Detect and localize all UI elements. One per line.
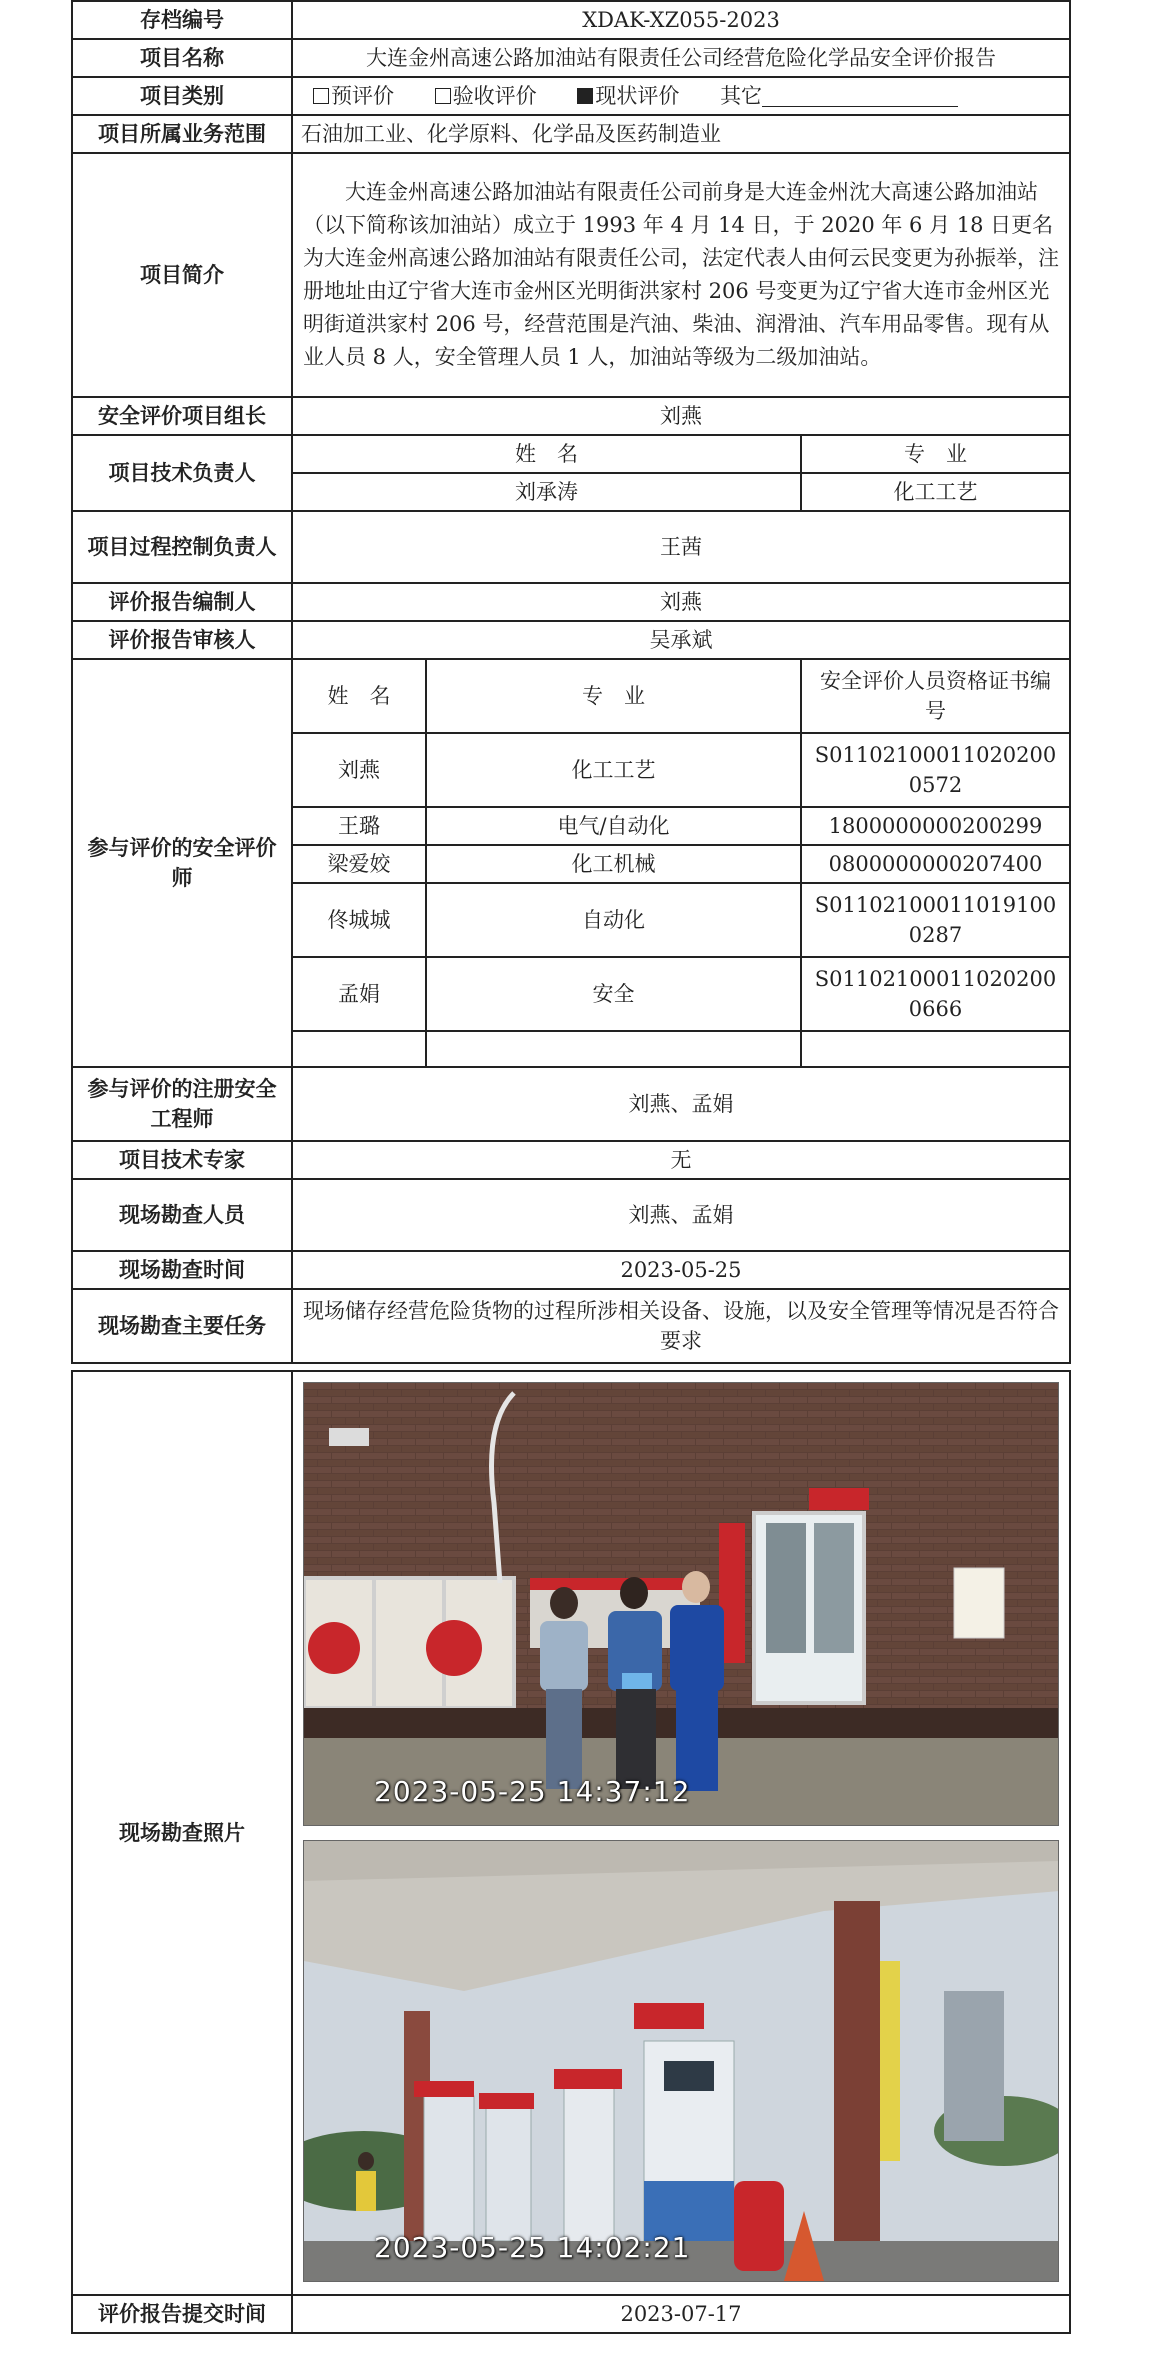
- checkbox-checked-icon: [577, 88, 593, 104]
- site-date-value: 2023-05-25: [292, 1251, 1070, 1289]
- site-staff-value: 刘燕、孟娟: [292, 1179, 1070, 1251]
- evaluator-major-header: 专 业: [426, 659, 801, 733]
- leader-value: 刘燕: [292, 397, 1070, 435]
- report-info-table: [71, 0, 1069, 2334]
- site-staff-label: 现场勘查人员: [72, 1179, 292, 1251]
- archive-no-value: XDAK-XZ055-2023: [292, 1, 1070, 39]
- evaluator-cert: S011021000110202000572: [801, 733, 1070, 807]
- tech-lead-name-header: 姓 名: [292, 435, 801, 473]
- evaluator-major: 电气/自动化: [426, 807, 801, 845]
- site-date-label: 现场勘查时间: [72, 1251, 292, 1289]
- evaluator-name: 佟城城: [292, 883, 426, 957]
- photo-timestamp: 2023-05-25 14:02:21: [374, 2231, 691, 2264]
- registered-engineers-label: 参与评价的注册安全工程师: [72, 1067, 292, 1141]
- photo-timestamp: 2023-05-25 14:37:12: [374, 1775, 691, 1808]
- registered-engineers-value: 刘燕、孟娟: [292, 1067, 1070, 1141]
- evaluator-name: 王璐: [292, 807, 426, 845]
- compiler-value: 刘燕: [292, 583, 1070, 621]
- evaluator-major: 安全: [426, 957, 801, 1031]
- tech-lead-label: 项目技术负责人: [72, 435, 292, 511]
- evaluator-name-header: 姓 名: [292, 659, 426, 733]
- intro-label: 项目简介: [72, 153, 292, 397]
- industry-value: 石油加工业、化学原料、化学品及医药制造业: [292, 115, 1070, 153]
- evaluator-cert: 0800000000207400: [801, 845, 1070, 883]
- archive-no-label: 存档编号: [72, 1, 292, 39]
- site-photos-label: 现场勘查照片: [72, 1371, 292, 2295]
- evaluator-major: 自动化: [426, 883, 801, 957]
- option-pre-eval: 预评价: [331, 84, 394, 108]
- tech-lead-major: 化工工艺: [801, 473, 1070, 511]
- evaluator-cert-header: 安全评价人员资格证书编号: [801, 659, 1070, 733]
- process-control-label: 项目过程控制负责人: [72, 511, 292, 583]
- storefront-photo-image: [304, 1383, 1059, 1825]
- evaluator-name: 刘燕: [292, 733, 426, 807]
- tech-lead-name: 刘承涛: [292, 473, 801, 511]
- evaluator-name: 梁爱姣: [292, 845, 426, 883]
- reviewer-label: 评价报告审核人: [72, 621, 292, 659]
- process-control-value: 王茜: [292, 511, 1070, 583]
- other-blank-line: [762, 86, 958, 107]
- experts-label: 项目技术专家: [72, 1141, 292, 1179]
- intro-text: 大连金州高速公路加油站有限责任公司前身是大连金州沈大高速公路加油站（以下简称该加油站）成立于 1993 年 4 月 14 日，于 2020 年 6 月 18 日更名为大连金州高速公路加油站有限责任公司，法定代表人由何云民变更为孙振举，注册地址由辽宁省大连市金州区光明街洪家村 206 号变更为辽宁省大连市金州区光明街道洪家村 206 号，经营范围是汽油、柴油、润滑油、汽车用品零售。现有从业人员 8 人，安全管理人员 1 人，加油站等级为二级加油站。: [292, 153, 1070, 397]
- evaluators-label: 参与评价的安全评价师: [72, 659, 292, 1067]
- option-acceptance-eval: 验收评价: [452, 84, 537, 108]
- submit-date-label: 评价报告提交时间: [72, 2295, 292, 2333]
- checkbox-unchecked-icon: [435, 88, 451, 104]
- site-task-value: 现场储存经营危险货物的过程所涉相关设备、设施，以及安全管理等情况是否符合要求: [292, 1289, 1070, 1363]
- fuel-pumps-photo-image: [304, 1841, 1059, 2281]
- checkbox-unchecked-icon: [313, 88, 329, 104]
- submit-date-value: 2023-07-17: [292, 2295, 1070, 2333]
- site-photo-fuel-pumps: [303, 1840, 1059, 2282]
- experts-value: 无: [292, 1141, 1070, 1179]
- leader-label: 安全评价项目组长: [72, 397, 292, 435]
- tech-lead-major-header: 专 业: [801, 435, 1070, 473]
- evaluator-cert: 1800000000200299: [801, 807, 1070, 845]
- evaluator-name: 孟娟: [292, 957, 426, 1031]
- reviewer-value: 吴承斌: [292, 621, 1070, 659]
- compiler-label: 评价报告编制人: [72, 583, 292, 621]
- project-name-label: 项目名称: [72, 39, 292, 77]
- site-task-label: 现场勘查主要任务: [72, 1289, 292, 1363]
- project-type-options: [292, 77, 1070, 115]
- option-status-eval: 现状评价: [595, 84, 680, 108]
- photo-table: [71, 1370, 1071, 2334]
- evaluator-major: 化工工艺: [426, 733, 801, 807]
- industry-label: 项目所属业务范围: [72, 115, 292, 153]
- option-other: 其它: [720, 84, 763, 108]
- evaluator-cert: S011021000110202000666: [801, 957, 1070, 1031]
- project-name-value: 大连金州高速公路加油站有限责任公司经营危险化学品安全评价报告: [292, 39, 1070, 77]
- evaluator-major: 化工机械: [426, 845, 801, 883]
- project-type-label: 项目类别: [72, 77, 292, 115]
- site-photo-storefront: [303, 1382, 1059, 1826]
- evaluator-cert: S011021000110191000287: [801, 883, 1070, 957]
